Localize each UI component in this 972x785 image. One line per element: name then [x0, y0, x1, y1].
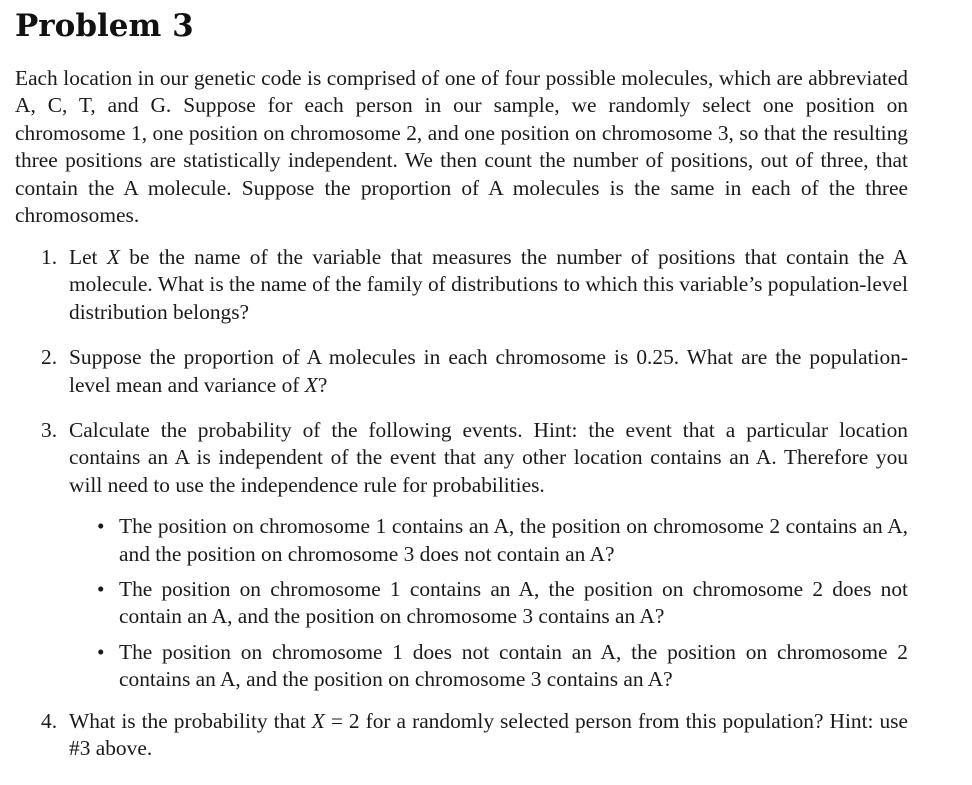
question-2 [41, 344, 908, 399]
question-text-pre: What is the probability that [69, 708, 312, 733]
question-number: 2. [41, 345, 58, 370]
event-item [93, 576, 908, 631]
question-text-post: be the name of the variable that measures the number of positions that contain the A molecule. What is the name of the family of distributions to which this variable’s population-level distribution belongs? [69, 245, 908, 324]
variable-x: X [304, 372, 318, 397]
bullet-icon: • [97, 639, 105, 664]
question-4 [41, 708, 908, 763]
question-1 [41, 244, 908, 326]
question-text-post: ? [317, 372, 328, 397]
event-text: The position on chromosome 1 contains an A, the position on chromosome 2 does not contain an A, and the position on chromosome 3 contains an A? [119, 577, 908, 629]
question-text: Calculate the probability of the following events. Hint: the event that a particular location contains an A is independent of the event that any other location contains an A. Therefore you will need to use the independence rule for probabilities. [69, 418, 908, 497]
question-3 [41, 417, 908, 694]
question-number: 1. [41, 245, 58, 269]
question-text-post: = 2 for a randomly selected person from this population? Hint: use #3 above. [69, 708, 909, 761]
bullet-icon: • [97, 577, 105, 602]
bullet-icon: • [97, 514, 105, 539]
event-text: The position on chromosome 1 contains an A, the position on chromosome 2 contains an A, and the position on chromosome 3 does not contain an A? [119, 514, 908, 566]
page-title: Problem 3 [15, 8, 194, 44]
event-item [93, 513, 908, 568]
variable-x: X [311, 708, 325, 733]
event-text: The position on chromosome 1 does not contain an A, the position on chromosome 2 contains an A, and the position on chromosome 3 contains an A? [119, 639, 908, 692]
question-text-pre: Suppose the proportion of A molecules in each chromosome is 0.25. What are the population-level mean and variance of [69, 345, 908, 397]
intro-paragraph: Each location in our genetic code is comprised of one of four possible molecules, which are abbreviated A, C, T, and G. Suppose for each person in our sample, we randomly select one position on chromosome 1, one position on chromosome 2, and one position on chromosome 3, so that the resulting three positions are statistically independent. We then count the number of positions, out of three, that contain the A molecule. Suppose the proportion of A molecules is the same in each of the three chromosomes. [15, 66, 908, 228]
question-number: 4. [41, 708, 58, 733]
event-list [69, 513, 908, 693]
question-text-pre: Let [69, 245, 107, 269]
event-item [93, 639, 908, 694]
question-list [41, 244, 908, 763]
variable-x: X [106, 245, 120, 269]
question-number: 3. [41, 418, 58, 443]
